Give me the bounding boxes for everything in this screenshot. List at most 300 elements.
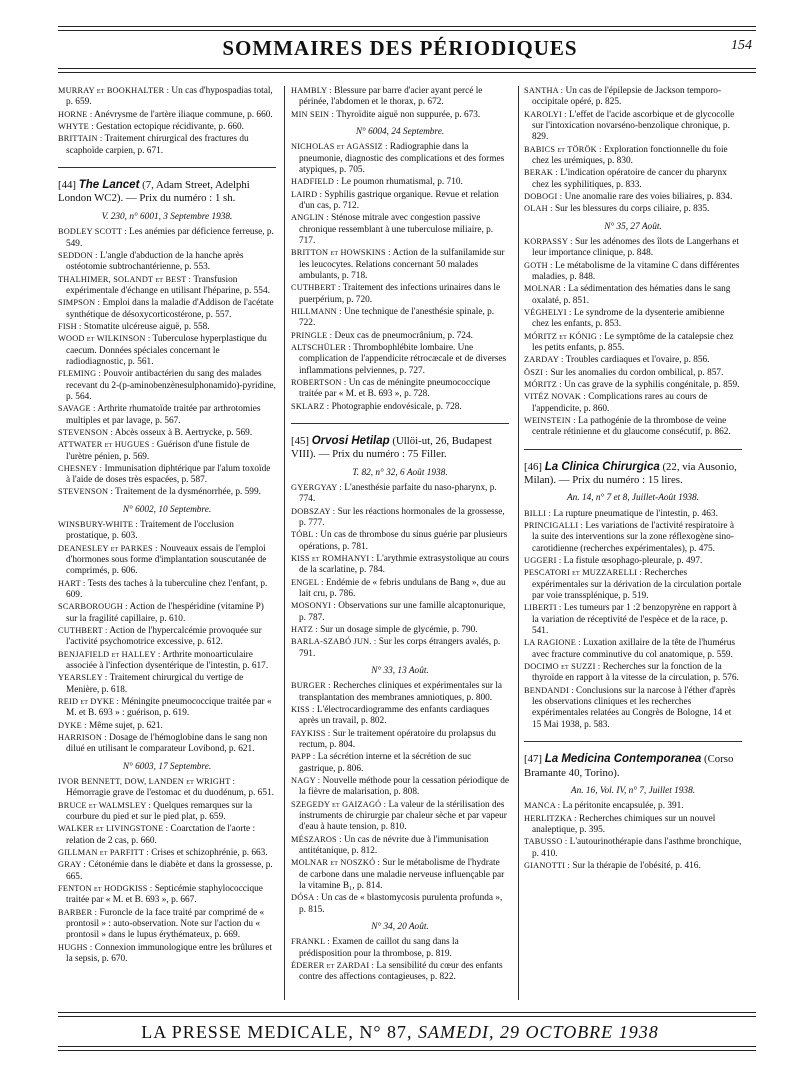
- article-title: Observations sur une famille alcaptonurique, p. 787.: [299, 601, 506, 623]
- article-entry: [58, 322, 276, 333]
- article-title: Coarctation de l'aorte : relation de 2 cas, p. 660.: [66, 824, 256, 846]
- article-authors: HAMBLY :: [291, 86, 332, 95]
- article-authors: SAVAGE :: [58, 404, 96, 414]
- article-authors: VÉGHELYI :: [524, 307, 572, 317]
- article-title: Blessure par barre d'acier ayant percé le périnée, l'abdomen et le thorax, p. 672.: [299, 86, 483, 108]
- article-authors: ALTSCHÜLER :: [291, 342, 351, 352]
- article-entry: [58, 298, 276, 321]
- article-authors: NAGY :: [291, 776, 321, 786]
- article-entry: [524, 837, 742, 860]
- article-title: Sur le métabolisme de l'hydrate de carbone dans une maladie nerveuse influençable par la vitamine B₁, p. 814.: [299, 858, 505, 891]
- article-title: Thrombophlébite lombaire. Une complication de l'appendicite rétrocæcale et de diverses inflammations pelviennes, p. 727.: [299, 342, 507, 376]
- article-authors: SZEGEDY et GAIZAGÓ :: [291, 799, 387, 809]
- article-authors: FLEMING :: [58, 369, 102, 379]
- article-entry: [524, 168, 742, 191]
- article-title: Une anomalie rare des voies biliaires, p. 834.: [564, 191, 733, 202]
- footer-rule-2: [58, 1016, 756, 1017]
- article-entry: [58, 824, 276, 847]
- article-title: La sédimentation des hématies dans le sang oxalaté, p. 851.: [532, 284, 731, 306]
- article-entry: [291, 776, 509, 799]
- article-authors: KISS et ROMHANYI :: [291, 554, 375, 564]
- article-entry: [58, 943, 276, 966]
- article-title: Deux cas de pneumocrânium, p. 724.: [334, 330, 473, 341]
- article-authors: THALHIMER, SOLANDT et BEST :: [58, 274, 192, 284]
- article-authors: MÉSZAROS :: [291, 834, 342, 844]
- article-title: Emploi dans la maladie d'Addison de l'acétate synthétique de désoxycorticostérone, p. 557.: [66, 298, 274, 320]
- article-entry: [291, 190, 509, 213]
- article-authors: BURGER :: [291, 681, 331, 691]
- article-title: Action de la sulfanilamide sur les leucocytes. Relations concernant 50 malades ambulants, p. 718.: [299, 248, 505, 281]
- footer-year: 1938: [618, 1022, 659, 1042]
- journal-number: [45]: [291, 434, 309, 447]
- issue-heading: N° 6002, 10 Septembre.: [122, 504, 212, 515]
- article-entry: [524, 368, 742, 379]
- article-entry: [58, 884, 276, 907]
- article-title: Nouveaux essais de l'emploi d'hormones sous forme d'implantation souscutanée de comprimés, p. 606.: [66, 543, 267, 577]
- article-authors: MOLNAR :: [524, 284, 566, 294]
- article-authors: DOCIMO et SUZZI :: [524, 662, 601, 672]
- article-authors: BRITTON et HOWSKINS :: [291, 248, 391, 258]
- article-authors: MIN SEIN :: [291, 109, 335, 119]
- entry-list: [291, 86, 509, 121]
- issue-heading: N° 33, 13 Août.: [371, 666, 429, 677]
- article-title: Examen de caillot du sang dans la prédisposition pour la thrombose, p. 819.: [299, 937, 459, 959]
- article-title: Les tumeurs par 1 :2 benzopyrène en rapport à la variation de réceptivité de l'espèce et de la race, p. 541.: [532, 603, 737, 637]
- article-entry: [291, 800, 509, 834]
- article-entry: [524, 145, 742, 168]
- article-authors: STEVENSON :: [58, 427, 113, 437]
- article-entry: [524, 662, 742, 685]
- article-authors: MOLNAR et NOSZKÓ :: [291, 858, 381, 868]
- article-title: Les anémies par déficience ferreuse, p. 549.: [66, 227, 274, 249]
- article-authors: LA RAGIONE :: [524, 638, 581, 648]
- article-entry: [291, 705, 509, 728]
- article-entry: [524, 861, 742, 872]
- article-authors: ZARDAY :: [524, 355, 564, 365]
- entry-list: [58, 86, 276, 157]
- separator: [524, 449, 742, 450]
- issue-heading: V. 230, n° 6001, 3 Septembre 1938.: [101, 211, 233, 222]
- article-entry: [58, 369, 276, 403]
- article-entry: [524, 192, 742, 203]
- article-title: Traitement des infections urinaires dans le puerpérium, p. 720.: [299, 283, 501, 305]
- article-authors: SEDDON :: [58, 250, 98, 260]
- page-number: 154: [731, 38, 752, 53]
- article-title: La sensibilité du cœur des enfants contre des affections contagieuses, p. 822.: [299, 960, 503, 983]
- article-title: Complications rares au cours de l'appendicite, p. 860.: [532, 392, 708, 414]
- article-title: Sur la thérapie de l'obésité, p. 416.: [572, 860, 701, 871]
- article-title: L'anesthésie parfaite du naso-pharynx, p. 774.: [299, 483, 497, 505]
- entry-list: [291, 142, 509, 413]
- article-title: Anévrysme de l'artère iliaque commune, p. 660.: [94, 109, 273, 120]
- article-authors: UGGERI :: [524, 556, 562, 566]
- article-title: Syphilis gastrique organique. Revue et relation d'un cas, p. 712.: [299, 189, 499, 211]
- article-authors: HARRISON :: [58, 733, 107, 743]
- footer-date: 29 OCTOBRE: [500, 1022, 614, 1042]
- article-title: Furoncle de la face traité par comprimé de « prontosil » : auto-observation. Note sur l'action du « prontosil » dans le lupus érythémateux, p. 669.: [66, 907, 265, 941]
- article-authors: FISH :: [58, 321, 82, 331]
- column-1: [58, 86, 276, 966]
- article-title: Le symptôme de la catalepsie chez les petits enfants, p. 855.: [532, 331, 734, 353]
- article-authors: KORPASSY :: [524, 236, 573, 246]
- article-title: Conclusions sur la narcose à l'éther d'après les observations cliniques et les recherches expérimentales relatées au Congrès de Bologne, 14 et 15 Mai 1938, p. 583.: [532, 685, 736, 730]
- article-title: La péritonite encapsulée, p. 391.: [562, 801, 684, 812]
- article-authors: CUTHBERT :: [291, 283, 341, 293]
- article-authors: TABUSSO :: [524, 837, 568, 847]
- article-title: Connexion immunologique entre les brûlures et la sepsis, p. 670.: [66, 942, 273, 964]
- article-title: Guérison d'une fistule de l'urètre pénien, p. 569.: [66, 440, 250, 462]
- article-title: L'autourinothérapie dans l'asthme bronchique, p. 410.: [532, 837, 742, 859]
- journal-info: (Ullöi-ut, 26, Budapest VIII). — Prix du numéro : 75 Filler.: [291, 434, 492, 461]
- article-authors: WALKER et LIVINGSTONE :: [58, 824, 169, 834]
- article-entry: [291, 858, 509, 892]
- journal-number: [44]: [58, 178, 76, 191]
- article-entry: [291, 578, 509, 601]
- article-authors: BILLI :: [524, 508, 551, 518]
- article-authors: BENDANDI :: [524, 685, 574, 695]
- journal-number: [47]: [524, 753, 542, 766]
- article-title: Hémorragie grave de l'estomac et du duodénum, p. 651.: [66, 788, 274, 799]
- article-entry: [291, 893, 509, 916]
- article-title: L'électrocardiogramme des enfants cardiaques après un travail, p. 802.: [299, 705, 490, 727]
- article-entry: [58, 334, 276, 368]
- article-entry: [291, 601, 509, 624]
- article-title: Action de l'hespéridine (vitamine P) sur la fragilité capillaire, p. 610.: [66, 602, 264, 624]
- article-authors: ENGEL :: [291, 577, 324, 587]
- article-authors: GRAY :: [58, 860, 87, 870]
- journal-info: (22, via Ausonio, Milan). — Prix du numéro : 15 lires.: [524, 460, 737, 486]
- article-authors: BRUCE et WALMSLEY :: [58, 800, 151, 810]
- article-entry: [291, 110, 509, 121]
- article-authors: FAYKISS :: [291, 728, 331, 738]
- issue-heading: N° 6003, 17 Septembre.: [122, 761, 212, 772]
- issue-heading: N° 35, 27 Août.: [604, 221, 662, 232]
- article-authors: REID et DYKE :: [58, 697, 120, 707]
- article-authors: BERAK :: [524, 168, 558, 178]
- article-authors: GILLMAN et PARFITT :: [58, 848, 149, 857]
- article-authors: STEVENSON :: [58, 487, 113, 497]
- article-authors: BODLEY SCOTT :: [58, 227, 127, 237]
- article-authors: PRINGLE :: [291, 330, 333, 340]
- article-entry: [524, 261, 742, 284]
- article-authors: OLAH :: [524, 204, 553, 214]
- article-title: Sur les corps étrangers avalés, p. 791.: [299, 637, 501, 659]
- header-rule-1: [58, 68, 756, 69]
- article-title: La sécrétion interne et la sécrétion de suc gastrique, p. 806.: [299, 752, 472, 774]
- article-authors: FENTON et HODGKISS :: [58, 883, 153, 893]
- footer-day: SAMEDI,: [418, 1022, 495, 1042]
- article-title: La rupture pneumatique de l'intestin, p. 463.: [553, 508, 718, 519]
- article-authors: HUGHS :: [58, 942, 93, 952]
- article-title: Traitement chirurgical du vertige de Menière, p. 618.: [66, 673, 244, 695]
- article-authors: LIBERTI :: [524, 603, 562, 613]
- journal-info: (Corso Bramante 40, Torino).: [524, 753, 734, 779]
- article-title: Transfusion expérimentale d'échange en utilisant l'héparine, p. 554.: [66, 274, 270, 296]
- article-authors: BARBER :: [58, 907, 98, 917]
- article-authors: ATTWATER et HUGUES :: [58, 440, 155, 450]
- article-title: L'angle d'abduction de la hanche après ostéotomie subtrochantérienne, p. 553.: [66, 250, 244, 273]
- article-title: Action de l'hypercalcémie provoquée sur l'activité psychomotrice excessive, p. 612.: [66, 626, 262, 648]
- article-authors: CHESNEY :: [58, 463, 103, 473]
- issue-heading: N° 34, 20 Août.: [371, 921, 429, 932]
- article-entry: [58, 110, 276, 121]
- issue-heading: An. 16, Vol. IV, n° 7, Juillet 1938.: [570, 786, 696, 797]
- article-title: Traitement chirurgical des fractures du scaphoïde carpien, p. 671.: [66, 134, 249, 156]
- article-authors: HATZ :: [291, 625, 318, 635]
- article-authors: GOTH :: [524, 260, 553, 270]
- article-title: Un cas grave de la syphilis congénitale, p. 859.: [564, 379, 740, 390]
- article-authors: MURRAY et BOOKHALTER :: [58, 86, 170, 95]
- column-divider-2: [518, 86, 519, 1000]
- entry-list: [524, 86, 742, 216]
- article-title: Quelques remarques sur la courbure du pied et sur le pied plat, p. 659.: [66, 800, 253, 823]
- article-entry: [58, 134, 276, 157]
- article-entry: [524, 284, 742, 307]
- top-rule-2: [58, 30, 756, 31]
- journal-name: Orvosi Hetilap: [311, 434, 390, 447]
- article-title: Crises et schizophrénie, p. 663.: [151, 848, 268, 858]
- article-title: Sur les blessures du corps ciliaire, p. 835.: [554, 204, 710, 215]
- article-entry: [524, 392, 742, 415]
- article-title: Exploration fonctionnelle du foie chez les urémiques, p. 830.: [532, 144, 728, 166]
- journal-heading: [524, 752, 742, 780]
- journal-name: La Medicina Contemporanea: [544, 753, 702, 766]
- article-authors: ANGLIN :: [291, 213, 329, 223]
- article-title: Un cas de thrombose du sinus guérie par plusieurs opérations, p. 781.: [299, 530, 508, 552]
- entry-list: [58, 520, 276, 756]
- article-authors: TÓBL :: [291, 530, 318, 540]
- article-title: Un cas de névrite due à l'immunisation antitétanique, p. 812.: [299, 834, 489, 856]
- entry-list: [58, 777, 276, 965]
- article-entry: [291, 307, 509, 330]
- article-entry: [58, 404, 276, 427]
- article-title: Sur un dosage simple de glycémie, p. 790.: [320, 625, 478, 636]
- article-authors: BENJAFIELD et HALLEY :: [58, 649, 161, 659]
- journal-name: The Lancet: [78, 178, 140, 191]
- article-entry: [291, 142, 509, 176]
- article-title: Immunisation diphtérique par l'alum toxoïde à l'aide de doses très espacées, p. 587.: [66, 463, 271, 486]
- article-title: Le poumon rhumatismal, p. 710.: [341, 177, 463, 188]
- article-title: Arthrite rhumatoïde traitée par arthrotomies multiples et par lavage, p. 567.: [66, 404, 261, 426]
- article-title: Radiographie dans la pneumonie, diagnostic des complications et des formes atypiques, p. 705.: [299, 142, 505, 175]
- article-entry: [58, 602, 276, 625]
- article-authors: SCARBOROUGH :: [58, 602, 128, 612]
- article-authors: DYKE :: [58, 720, 87, 730]
- article-title: Les variations de l'activité respiratoire à la suite des interventions sur la zone réflexogène sino-carotidienne (recherches expérimentales), p. 475.: [532, 521, 734, 554]
- article-authors: LAIRD :: [291, 189, 323, 199]
- article-entry: [58, 721, 276, 732]
- article-entry: [524, 568, 742, 602]
- article-title: Méningite pneumococcique traitée par « M. et B. 693 » : guérison, p. 619.: [66, 697, 272, 719]
- article-title: La valeur de la stérilisation des instruments de chirurgie par chaleur sèche et par vapeur d'eau à haute tension, p. 810.: [299, 799, 507, 833]
- article-title: Luxation axillaire de la tête de l'humérus avec fracture comminutive du col anatomique, p. 559.: [532, 638, 736, 660]
- article-title: Un cas de l'épilepsie de Jackson temporo-occipitale opéré, p. 825.: [532, 86, 722, 108]
- article-entry: [58, 801, 276, 824]
- article-authors: BABICS et TÖRÖK :: [524, 144, 602, 154]
- article-title: Un cas de méningite pneumococcique traitée par « M. et B. 693 », p. 728.: [299, 377, 491, 400]
- separator: [58, 167, 276, 168]
- article-entry: [524, 814, 742, 837]
- article-authors: VITÉZ NOVAK :: [524, 392, 586, 402]
- article-entry: [291, 835, 509, 858]
- article-authors: GYERGYAY :: [291, 483, 342, 493]
- article-title: Sur les réactions hormonales de la grossesse, p. 777.: [299, 506, 505, 529]
- article-entry: [58, 848, 276, 859]
- column-2: [291, 86, 509, 985]
- article-title: Cétonémie dans le diabète et dans la grossesse, p. 665.: [66, 860, 273, 882]
- article-entry: [291, 248, 509, 282]
- article-title: L'indication opératoire de cancer du pharynx chez les syphilitiques, p. 833.: [532, 168, 727, 190]
- article-title: Thyroïdite aiguë non suppurée, p. 673.: [336, 109, 481, 120]
- article-title: La fistule œsophago-pleurale, p. 497.: [563, 556, 703, 567]
- article-entry: [524, 308, 742, 331]
- article-authors: HADFIELD :: [291, 177, 339, 187]
- article-title: Un cas d'hypospadias total, p. 659.: [66, 86, 273, 108]
- article-entry: [58, 428, 276, 439]
- article-title: Recherches chimiques sur un nouvel analeptique, p. 395.: [532, 813, 716, 835]
- article-authors: DOBSZAY :: [291, 506, 336, 516]
- article-entry: [58, 650, 276, 673]
- article-title: Tests des taches à la tuberculine chez l'enfant, p. 609.: [66, 578, 268, 601]
- article-entry: [291, 86, 509, 109]
- article-title: Recherches sur la fonction de la thyroïde en rapport à la vitesse de la circulation, p. 576.: [532, 662, 739, 684]
- article-entry: [58, 673, 276, 696]
- article-authors: IVOR BENNETT, DOW, LANDEN et WRIGHT :: [58, 777, 236, 787]
- article-title: Sténose mitrale avec congestion passive chronique ressemblant à une tuberculose miliaire, p. 717.: [299, 213, 494, 246]
- article-title: Gestation ectopique récidivante, p. 660.: [96, 121, 244, 132]
- article-entry: [524, 521, 742, 555]
- article-entry: [58, 544, 276, 578]
- article-entry: [291, 343, 509, 377]
- article-entry: [524, 556, 742, 567]
- article-entry: [524, 638, 742, 661]
- article-entry: [58, 777, 276, 800]
- article-authors: GIANOTTI :: [524, 860, 571, 870]
- article-title: Une technique de l'anesthésie spinale, p. 722.: [299, 306, 495, 329]
- article-entry: [524, 355, 742, 366]
- journal-heading: [291, 434, 509, 462]
- article-authors: WOOD et WILKINSON :: [58, 334, 151, 344]
- article-entry: [291, 625, 509, 636]
- article-entry: [291, 937, 509, 960]
- article-title: Sur le traitement opératoire du prolapsus du rectum, p. 804.: [299, 728, 496, 751]
- entry-list: [58, 227, 276, 499]
- article-title: Recherches cliniques et expérimentales sur la transplantation des membranes amniotiques, p. 800.: [299, 681, 503, 703]
- article-authors: HERLITZKA :: [524, 813, 577, 823]
- article-authors: KAROLYI :: [524, 109, 567, 119]
- article-entry: [291, 530, 509, 553]
- article-authors: HILLMANN :: [291, 306, 342, 316]
- article-entry: [58, 579, 276, 602]
- article-title: Arthrite monoarticulaire associée à l'infection dysentérique de l'intestin, p. 617.: [66, 649, 269, 672]
- article-entry: [291, 554, 509, 577]
- article-entry: [291, 729, 509, 752]
- entry-list: [291, 937, 509, 983]
- article-entry: [291, 507, 509, 530]
- issue-heading: N° 6004, 24 Septembre.: [355, 126, 445, 137]
- article-title: L'effet de l'acide ascorbique et de glycocolle sur l'intoxication novarséno-benzolique chronique, p. 829.: [532, 109, 735, 143]
- article-entry: [58, 251, 276, 274]
- footer-journal: LA PRESSE MEDICALE, N° 87,: [141, 1022, 413, 1042]
- article-authors: YEARSLEY :: [58, 673, 108, 683]
- article-entry: [524, 332, 742, 355]
- article-authors: SKLARZ :: [291, 401, 330, 411]
- article-entry: [58, 860, 276, 883]
- article-authors: WHYTE :: [58, 121, 94, 131]
- article-authors: SIMPSON :: [58, 298, 101, 308]
- article-authors: BARLA-SZABÓ JUN. :: [291, 637, 377, 647]
- article-title: Endémie de « febris undulans de Bang », due au lait cru, p. 786.: [299, 577, 506, 600]
- article-entry: [58, 275, 276, 298]
- journal-name: La Clinica Chirurgica: [544, 460, 660, 473]
- separator: [291, 423, 509, 424]
- article-authors: FRANKL :: [291, 937, 330, 947]
- journal-heading: [58, 178, 276, 206]
- article-entry: [58, 487, 276, 498]
- article-entry: [524, 509, 742, 520]
- issue-heading: T. 82, n° 32, 6 Août 1938.: [352, 467, 448, 478]
- entry-list: [524, 801, 742, 872]
- article-title: Photographie endovésicale, p. 728.: [331, 401, 462, 412]
- article-title: L'arythmie extrasystolique au cours de la scarlatine, p. 784.: [299, 554, 509, 576]
- article-entry: [291, 213, 509, 247]
- article-entry: [58, 733, 276, 756]
- footer: [0, 1022, 800, 1043]
- entry-list: [291, 483, 509, 660]
- article-entry: [524, 237, 742, 260]
- issue-heading: An. 14, n° 7 et 8, Juillet-Août 1938.: [566, 493, 700, 504]
- article-entry: [291, 283, 509, 306]
- article-entry: [524, 204, 742, 215]
- article-authors: MÓRITZ et KÓNIG :: [524, 331, 602, 341]
- article-authors: NICHOLAS et AGASSIZ :: [291, 142, 388, 152]
- article-authors: PAPP :: [291, 752, 316, 762]
- article-authors: DEANESLEY et PARKES :: [58, 543, 158, 553]
- article-title: Traitement de la dysménorrhée, p. 599.: [115, 487, 261, 498]
- article-entry: [291, 637, 509, 660]
- entry-list: [291, 681, 509, 916]
- journal-info: (7, Adam Street, Adelphi London WC2). — Prix du numéro : 1 sh.: [58, 178, 250, 205]
- article-entry: [524, 110, 742, 144]
- article-title: Le métabolisme de la vitamine C dans différentes maladies, p. 848.: [532, 260, 740, 282]
- article-title: La pathogénie de la thrombose de veine centrale rétinienne et du glaucome consécutif, p. 862.: [532, 415, 731, 438]
- article-entry: [291, 961, 509, 984]
- article-authors: BRITTAIN :: [58, 134, 103, 144]
- article-title: Même sujet, p. 621.: [88, 720, 163, 731]
- article-authors: MOSONYI :: [291, 601, 336, 611]
- article-entry: [291, 483, 509, 506]
- article-title: Tuberculose hyperplastique du caecum. Données spéciales concernant le radiodiagnostic, p. 561.: [66, 334, 267, 367]
- article-title: Nouvelle méthode pour la cessation périodique de la fièvre de malarisation, p. 808.: [299, 776, 509, 798]
- article-authors: KISS :: [291, 705, 315, 715]
- article-entry: [58, 520, 276, 543]
- article-entry: [524, 380, 742, 391]
- article-entry: [291, 331, 509, 342]
- article-authors: DÓSA :: [291, 893, 319, 903]
- article-authors: SANTHA :: [524, 86, 564, 95]
- article-entry: [291, 681, 509, 704]
- article-entry: [58, 122, 276, 133]
- article-entry: [291, 752, 509, 775]
- article-authors: PRINCIGALLI :: [524, 521, 584, 531]
- article-authors: PESCATORI et MUZZARELLI :: [524, 568, 642, 578]
- article-entry: [524, 801, 742, 812]
- article-title: Troubles cardiaques et l'ovaire, p. 856.: [565, 355, 710, 366]
- article-title: Sur les anomalies du cordon ombilical, p. 857.: [550, 367, 724, 378]
- article-authors: ÉDERER et ZARDAI :: [291, 960, 375, 970]
- article-entry: [58, 697, 276, 720]
- article-authors: HART :: [58, 578, 86, 588]
